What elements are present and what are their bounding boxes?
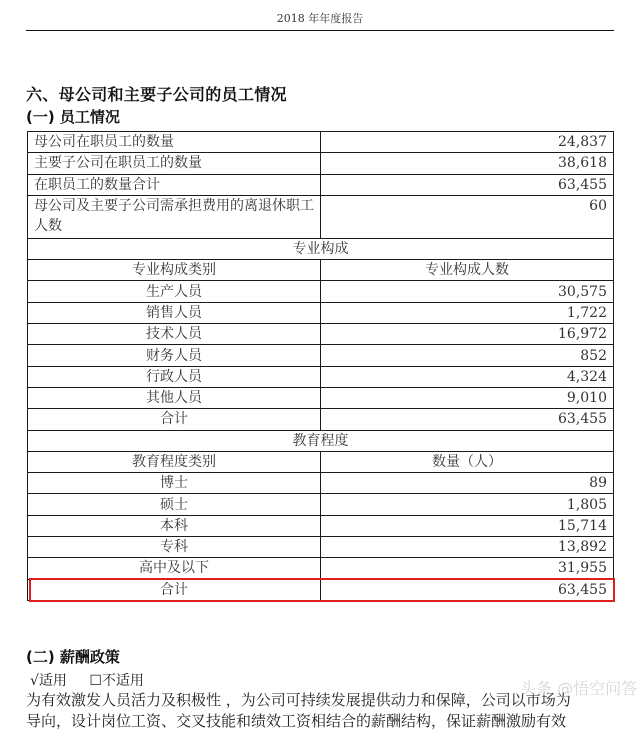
page-header-title: 2018 年年度报告 [276,12,364,25]
table-row [28,366,614,387]
section-heading: 教育程度 [28,430,614,451]
column-header-category: 专业构成类别 [28,260,321,281]
watermark-text: 头条 @悟空问答 [520,679,638,698]
staff-table [27,131,614,601]
subsection-title-compensation: (二) 薪酬政策 [26,648,120,666]
table-row [28,387,614,408]
row-value: 63,455 [321,174,614,195]
section-title: 六、母公司和主要子公司的员工情况 [26,85,287,104]
row-value: 38,618 [321,153,614,174]
row-value: 63,455 [321,579,614,600]
table-row [28,473,614,494]
row-value: 89 [321,473,614,494]
table-row [28,153,614,174]
column-header-count: 数量（人） [321,451,614,472]
row-label: 销售人员 [28,302,321,323]
paragraph-line-cut: 导向，设计岗位工资、交叉技能和绩效工资相结合的薪酬结构，保证薪酬激励有效 [26,712,567,730]
section-row-education [28,430,614,451]
table-row [28,324,614,345]
row-value: 31,955 [321,558,614,579]
row-value: 63,455 [321,409,614,430]
row-label: 其他人员 [28,387,321,408]
table-row [28,132,614,153]
row-label: 博士 [28,473,321,494]
table-row-total [28,579,614,600]
row-label: 主要子公司在职员工的数量 [28,153,321,174]
row-label: 行政人员 [28,366,321,387]
row-label: 技术人员 [28,324,321,345]
row-label: 母公司及主要子公司需承担费用的离退休职工人数 [28,195,321,238]
row-label: 硕士 [28,494,321,515]
table-row [28,558,614,579]
row-value: 852 [321,345,614,366]
table-row [28,302,614,323]
row-label: 专科 [28,537,321,558]
table-row [28,537,614,558]
not-applicable-option: ☐不适用 [89,673,144,689]
row-label: 财务人员 [28,345,321,366]
row-value: 1,722 [321,302,614,323]
table-row [28,174,614,195]
row-label: 母公司在职员工的数量 [28,132,321,153]
applicable-checked-option: √适用 [30,673,67,689]
row-value: 60 [321,195,614,238]
row-label: 高中及以下 [28,558,321,579]
header-rule [26,30,614,31]
row-value: 30,575 [321,281,614,302]
column-header-row [28,260,614,281]
table-row [28,345,614,366]
table-row [28,281,614,302]
column-header-category: 教育程度类别 [28,451,321,472]
row-value: 1,805 [321,494,614,515]
row-label: 在职员工的数量合计 [28,174,321,195]
row-value: 13,892 [321,537,614,558]
row-value: 15,714 [321,515,614,536]
row-value: 9,010 [321,387,614,408]
table-row-total [28,409,614,430]
row-value: 16,972 [321,324,614,345]
section-row-professional [28,238,614,259]
applicability-options [30,670,162,690]
table-row [28,494,614,515]
column-header-row [28,451,614,472]
column-header-count: 专业构成人数 [321,260,614,281]
paragraph-line: 为有效激发人员活力及积极性 ，为公司可持续发展提供动力和保障，公司以市场为 [26,691,571,709]
row-label: 合计 [28,579,321,600]
row-label: 本科 [28,515,321,536]
table-row [28,195,614,238]
section-heading: 专业构成 [28,238,614,259]
row-value: 4,324 [321,366,614,387]
table-row [28,515,614,536]
row-value: 24,837 [321,132,614,153]
row-label: 合计 [28,409,321,430]
subsection-title-staff: (一) 员工情况 [26,108,120,126]
row-label: 生产人员 [28,281,321,302]
